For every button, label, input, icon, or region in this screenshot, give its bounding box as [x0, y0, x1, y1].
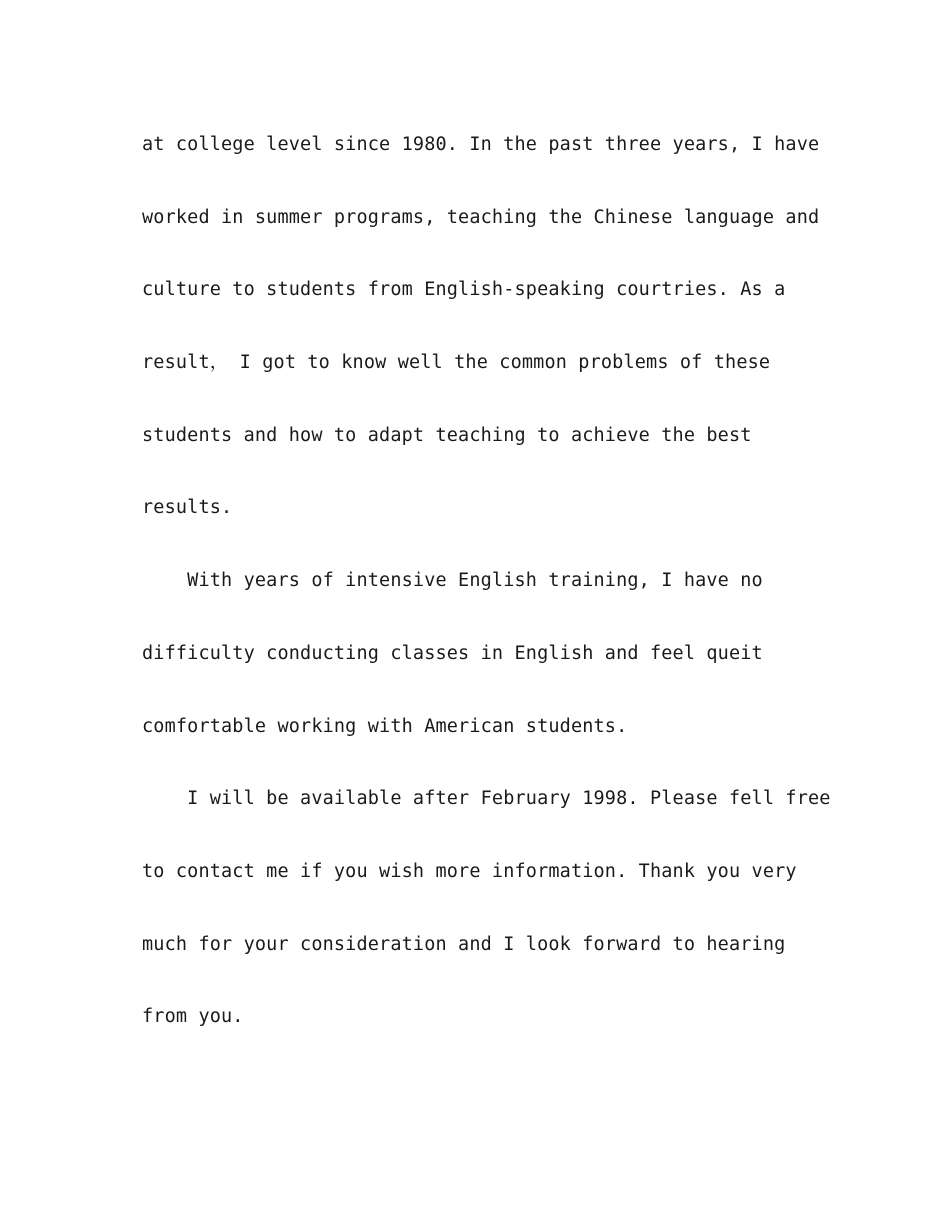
text-line: results.	[142, 497, 233, 519]
text-line: worked in summer programs, teaching the Chinese language and	[142, 206, 820, 228]
text-line: difficulty conducting classes in English and feel queit	[142, 642, 763, 664]
text-line: result， I got to know well the common problems of these	[142, 352, 771, 374]
letter-body	[142, 109, 831, 1054]
text-line: comfortable working with American students.	[142, 715, 628, 737]
text-line: students and how to adapt teaching to achieve the best	[142, 424, 752, 446]
text-line: at college level since 1980. In the past three years, I have	[142, 134, 820, 155]
text-line: I will be available after February 1998. Please fell free	[142, 788, 831, 810]
text-line: to contact me if you wish more information. Thank you very	[142, 860, 797, 882]
text-line: much for your consideration and I look forward to hearing	[142, 933, 786, 955]
text-line: With years of intensive English training, I have no	[142, 570, 763, 592]
text-line: culture to students from English-speaking courtries. As a	[142, 279, 786, 301]
text-line: from you.	[142, 1006, 244, 1028]
